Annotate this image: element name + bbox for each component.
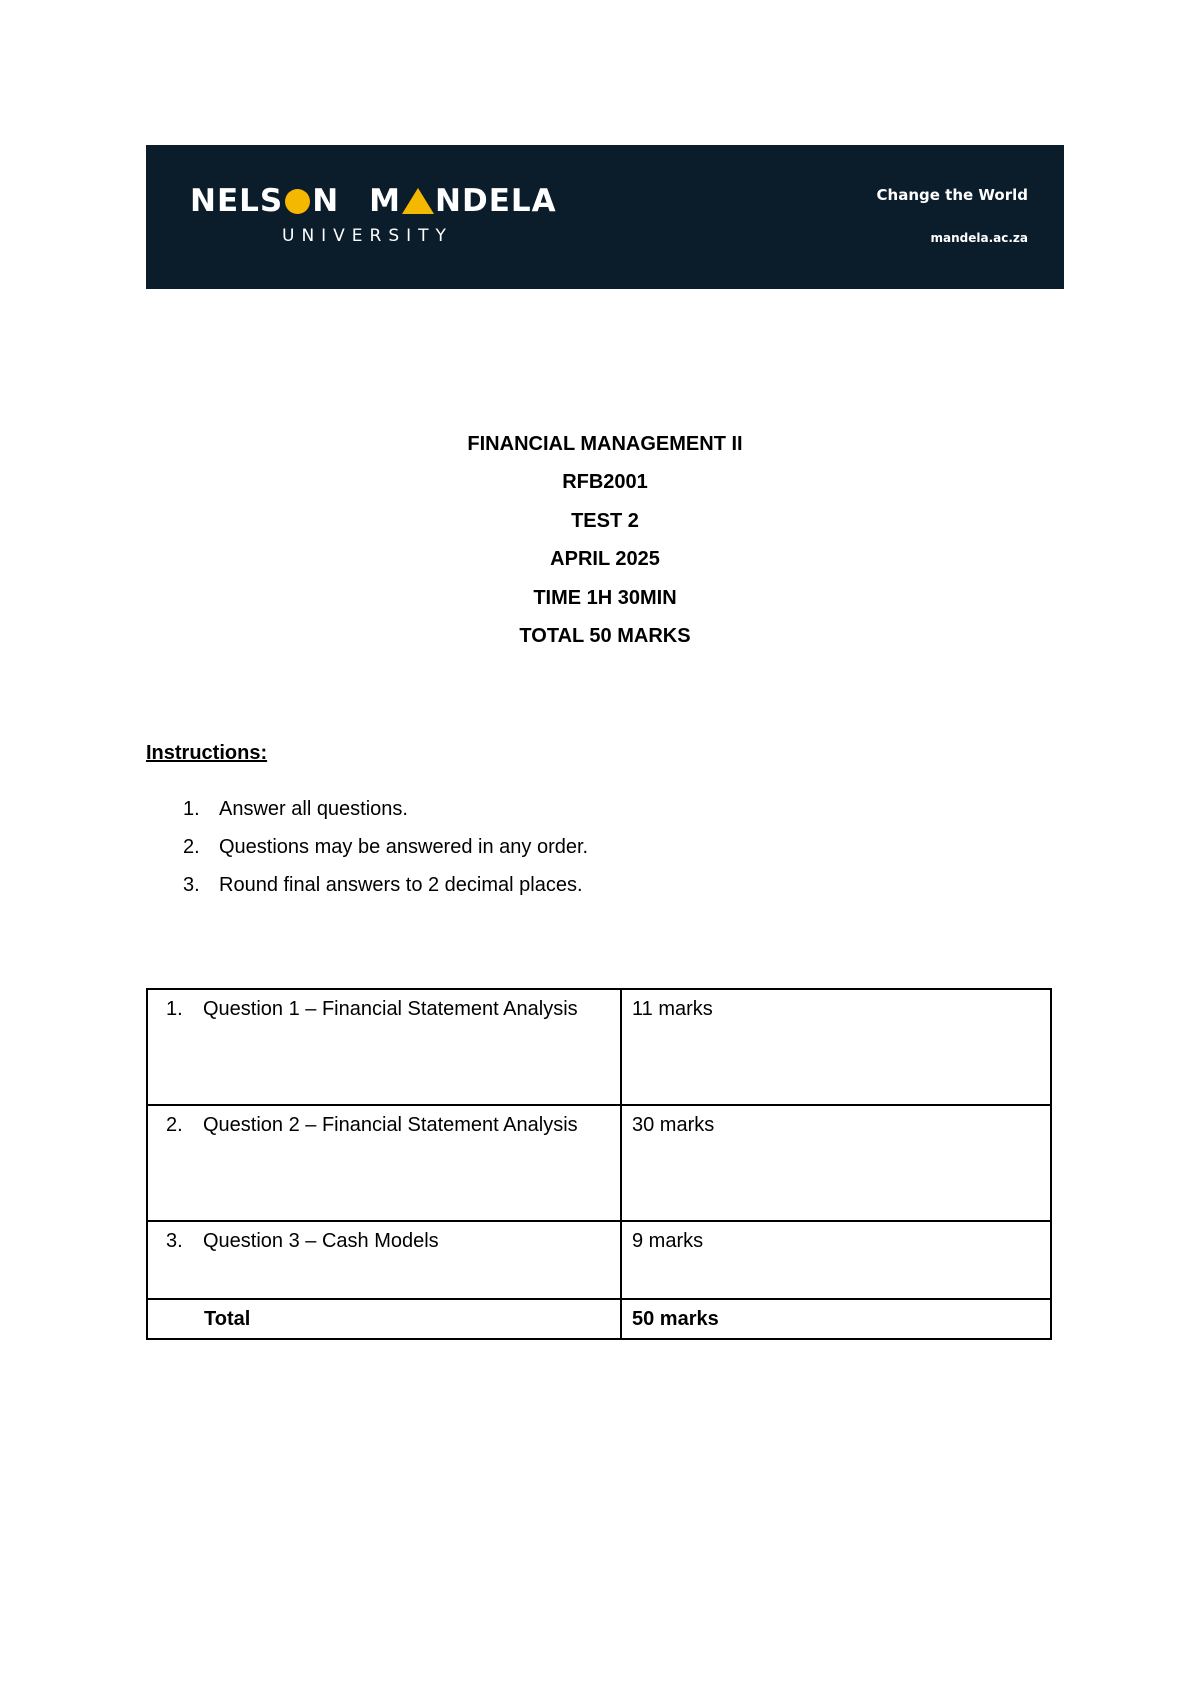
logo-subtitle: UNIVERSITY	[282, 226, 453, 246]
marks-cell: 30 marks	[621, 1105, 1051, 1221]
test-date: APRIL 2025	[550, 548, 660, 571]
instructions-list	[146, 797, 588, 911]
instruction-item: 1. Answer all questions.	[183, 798, 408, 820]
test-number: TEST 2	[571, 509, 639, 532]
test-duration: TIME 1H 30MIN	[533, 586, 677, 609]
banner-tagline: Change the World	[876, 186, 1028, 204]
logo-triangle-icon	[402, 188, 434, 214]
total-value-cell: 50 marks	[621, 1299, 1051, 1339]
test-total-marks: TOTAL 50 MARKS	[519, 624, 691, 647]
question-cell: 2. Question 2 – Financial Statement Analysis	[147, 1105, 621, 1221]
university-logo: NELS N M NDELA	[190, 183, 557, 219]
banner-website: mandela.ac.za	[930, 231, 1028, 245]
instruction-item: 2. Questions may be answered in any order.	[183, 836, 589, 858]
table-row	[147, 989, 1051, 1105]
table-row	[147, 1105, 1051, 1221]
question-cell: 3. Question 3 – Cash Models	[147, 1221, 621, 1299]
marks-cell: 11 marks	[621, 989, 1051, 1105]
university-banner	[146, 145, 1064, 289]
question-cell: 1. Question 1 – Financial Statement Analysis	[147, 989, 621, 1105]
course-name: FINANCIAL MANAGEMENT II	[467, 433, 743, 455]
logo-sun-dot-icon	[285, 189, 310, 214]
test-title-block	[146, 432, 1064, 662]
marks-cell: 9 marks	[621, 1221, 1051, 1299]
course-code: RFB2001	[562, 471, 648, 494]
total-label-cell: Total	[147, 1299, 621, 1339]
table-row	[147, 1221, 1051, 1299]
instructions-heading: Instructions:	[146, 742, 268, 764]
marks-allocation-table	[146, 988, 1052, 1340]
instruction-item: 3. Round final answers to 2 decimal places.	[183, 874, 583, 896]
table-total-row	[147, 1299, 1051, 1339]
